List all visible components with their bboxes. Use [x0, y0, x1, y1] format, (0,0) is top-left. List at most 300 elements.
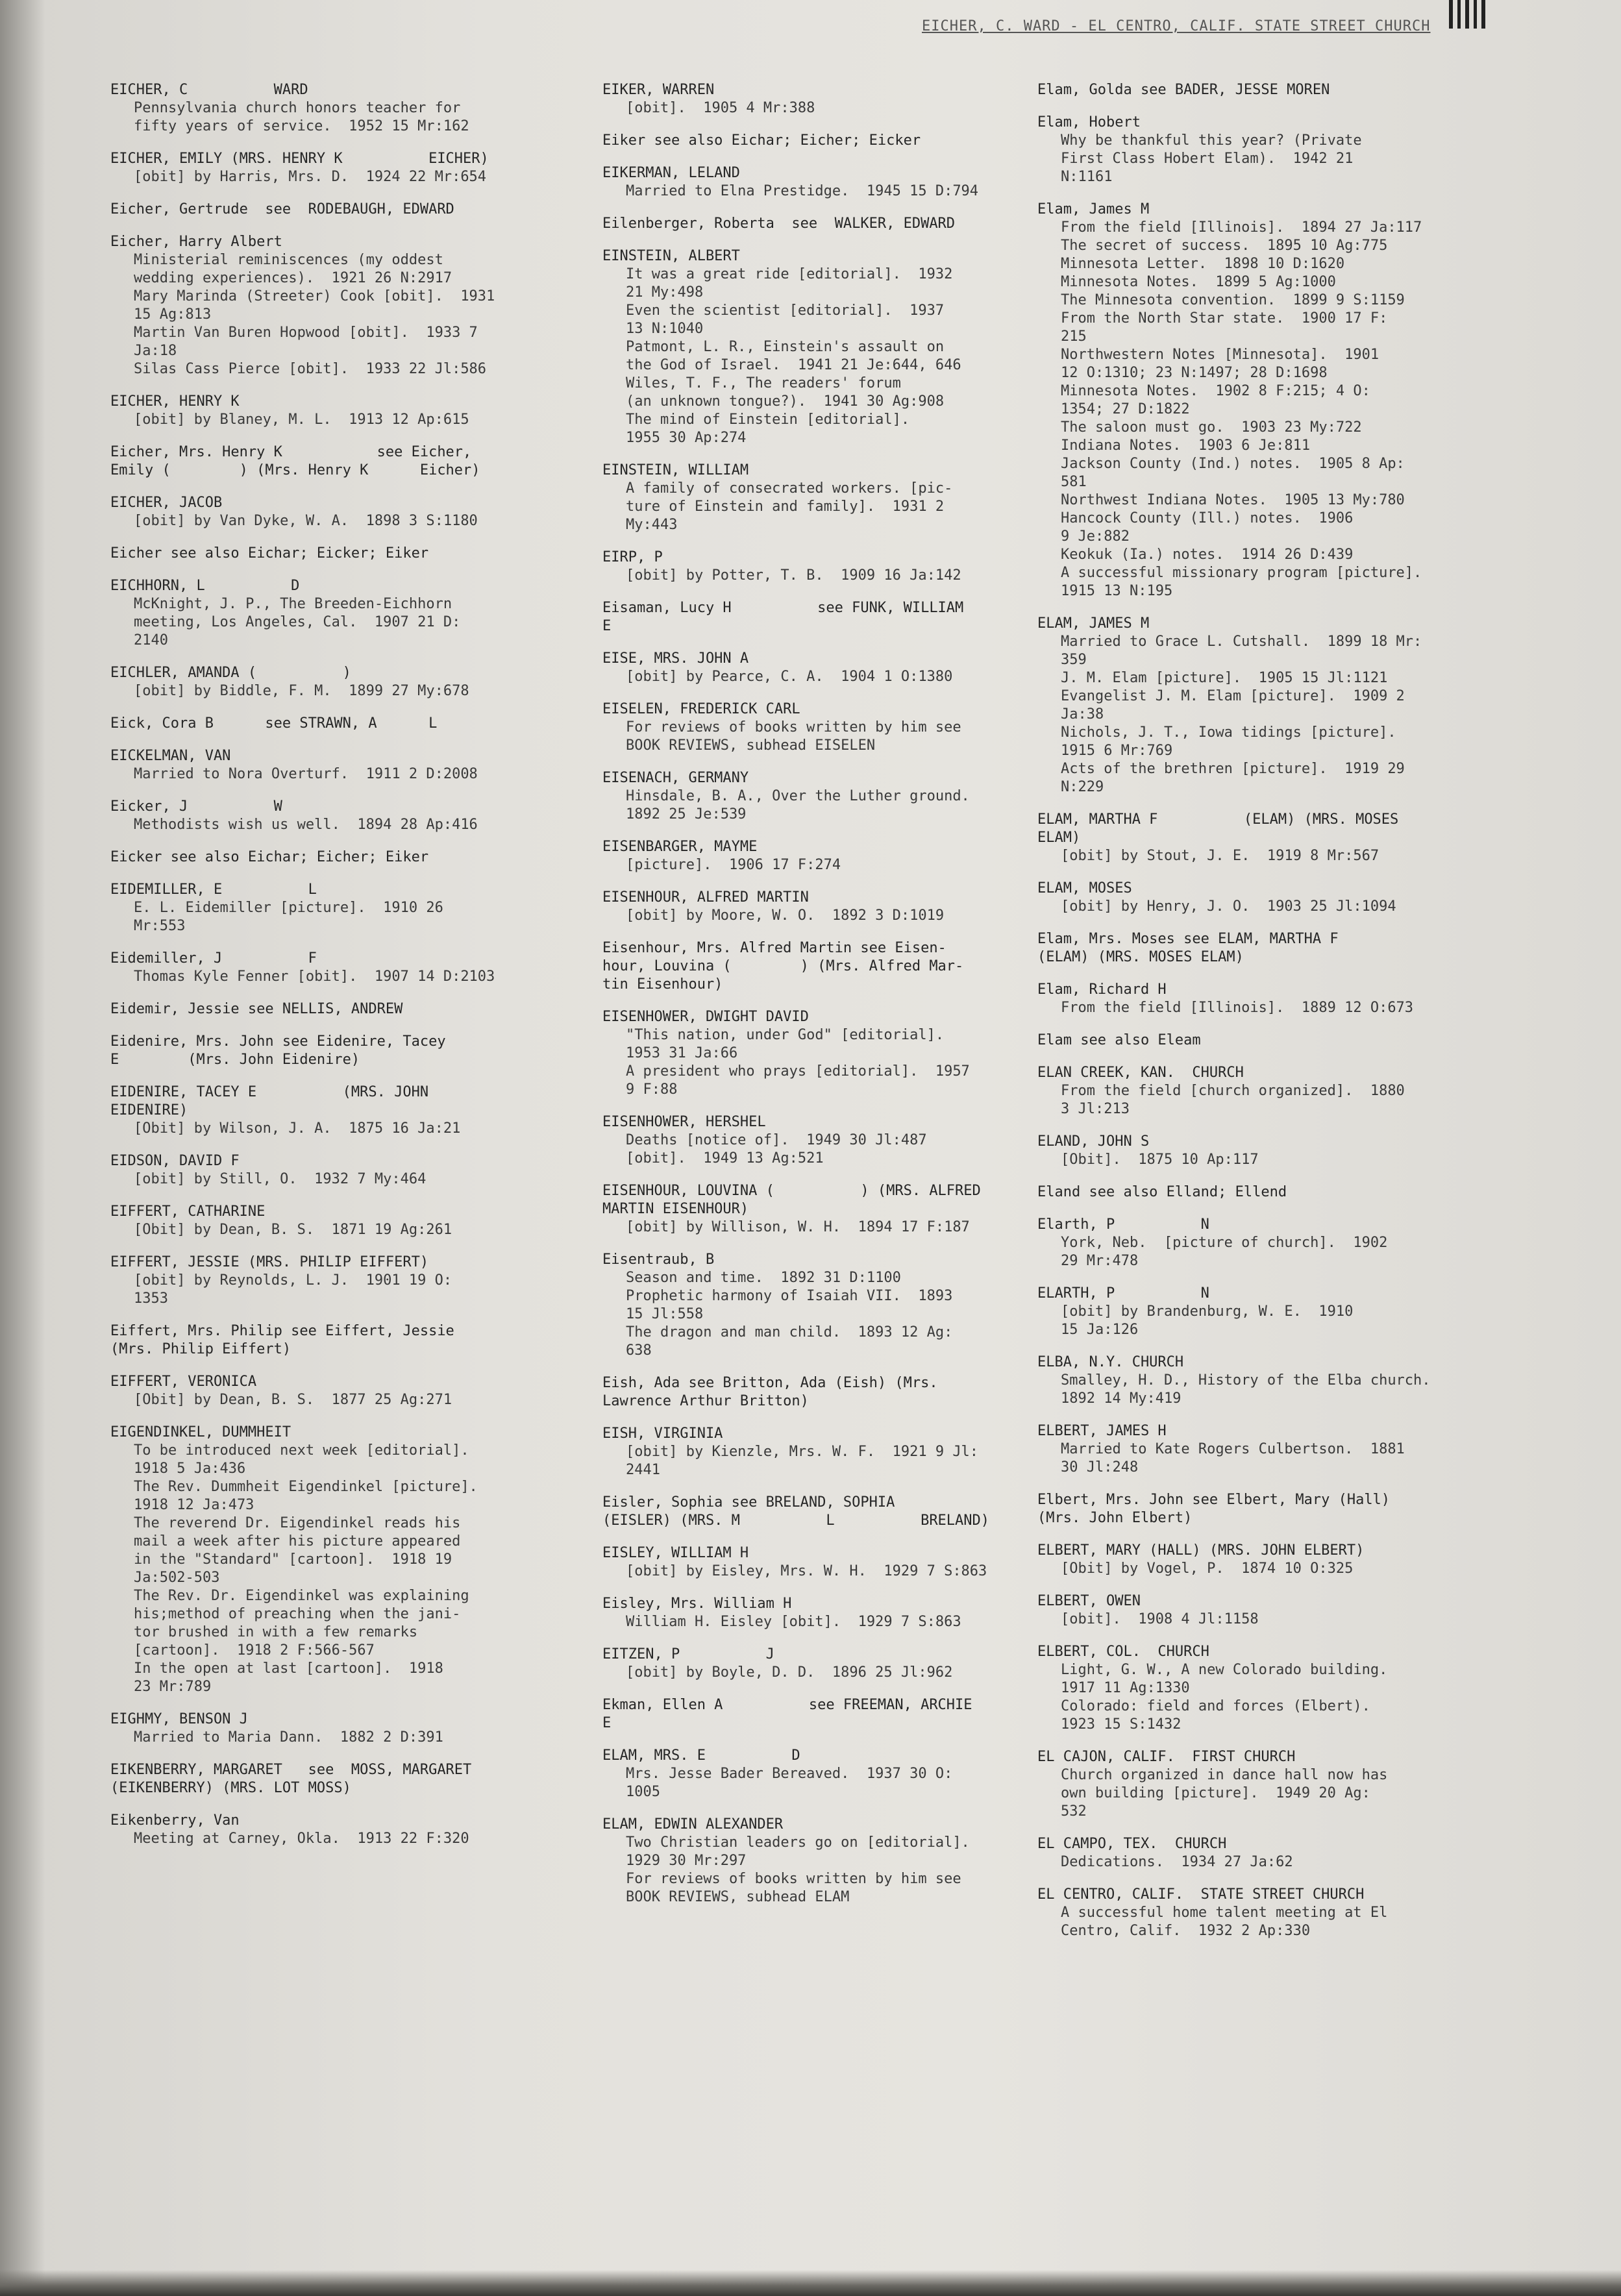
entry-citation: 30 Jl:248	[1061, 1459, 1139, 1475]
entry-citation: The Rev. Dr. Eigendinkel was explaining	[134, 1588, 469, 1604]
index-entry	[1037, 201, 1492, 600]
index-entry	[1037, 1031, 1492, 1050]
index-entry	[1037, 81, 1492, 99]
entry-heading: EIFFERT, VERONICA	[110, 1374, 257, 1390]
index-entry	[602, 1816, 1057, 1907]
entry-heading: Eisley, Mrs. William H	[602, 1596, 792, 1612]
entry-citation: Married to Maria Dann. 1882 2 D:391	[134, 1729, 443, 1746]
index-entry	[602, 650, 1057, 686]
entry-heading: ELAM, MRS. E D	[602, 1747, 800, 1764]
page-tab-marks	[1449, 0, 1485, 31]
entry-heading: EIKER, WARREN	[602, 82, 715, 98]
entry-citation: Ja:38	[1061, 706, 1104, 722]
index-column-1	[110, 81, 565, 1862]
entry-citation: 15 Ja:126	[1061, 1322, 1139, 1338]
entry-citation: N:1161	[1061, 169, 1113, 185]
entry-heading: Eisentraub, B	[602, 1252, 715, 1268]
entry-heading: EIGHMY, BENSON J	[110, 1711, 248, 1727]
index-entry	[602, 1425, 1057, 1479]
entry-citation: [Obit] by Dean, B. S. 1877 25 Ag:271	[134, 1392, 452, 1408]
index-entry	[1037, 1285, 1492, 1339]
entry-heading: ELAN CREEK, KAN. CHURCH	[1037, 1065, 1244, 1081]
entry-citation: [Obit] by Dean, B. S. 1871 19 Ag:261	[134, 1222, 452, 1238]
entry-citation: Martin Van Buren Hopwood [obit]. 1933 7	[134, 325, 478, 341]
index-entry	[110, 393, 565, 429]
entry-heading: EIDENIRE, TACEY E (MRS. JOHN EIDENIRE)	[110, 1084, 429, 1118]
entry-citation: From the field [church organized]. 1880	[1061, 1083, 1405, 1099]
entry-citation: Wiles, T. F., The readers' forum	[626, 375, 901, 391]
entry-citation: A successful home talent meeting at El	[1061, 1905, 1388, 1921]
entry-heading: EISE, MRS. JOHN A	[602, 650, 749, 667]
index-entry	[1037, 930, 1492, 967]
index-entry	[602, 164, 1057, 201]
entry-heading: Eicker see also Eichar; Eicher; Eiker	[110, 849, 429, 865]
entry-citation: 1929 30 Mr:297	[626, 1853, 747, 1869]
index-entry	[1037, 1643, 1492, 1734]
entry-citation: 15 Jl:558	[626, 1306, 704, 1322]
entry-citation: [obit]. 1905 4 Mr:388	[626, 100, 815, 116]
running-head-text: EICHER, C. WARD - EL CENTRO, CALIF. STATE STREET CHURCH	[922, 18, 1431, 34]
index-column-2	[602, 81, 1057, 1921]
entry-citation: [obit] by Kienzle, Mrs. W. F. 1921 9 Jl:	[626, 1444, 979, 1460]
entry-heading: EINSTEIN, ALBERT	[602, 248, 740, 264]
entry-citation: [obit] by Brandenburg, W. E. 1910	[1061, 1303, 1354, 1320]
entry-citation: [obit]. 1908 4 Jl:1158	[1061, 1611, 1259, 1627]
entry-citation: Methodists wish us well. 1894 28 Ap:416	[134, 817, 478, 833]
entry-citation: [Obit] by Vogel, P. 1874 10 O:325	[1061, 1561, 1354, 1577]
index-entry	[602, 1544, 1057, 1581]
entry-citation: 21 My:498	[626, 284, 704, 301]
entry-citation: 2140	[134, 632, 168, 648]
entry-citation: the God of Israel. 1941 21 Je:644, 646	[626, 357, 961, 373]
index-entry	[110, 150, 565, 186]
index-entry	[602, 769, 1057, 824]
entry-citation: Evangelist J. M. Elam [picture]. 1909 2	[1061, 688, 1405, 704]
entry-citation: own building [picture]. 1949 20 Ag:	[1061, 1785, 1370, 1801]
entry-citation: Married to Grace L. Cutshall. 1899 18 Mr:	[1061, 634, 1422, 650]
entry-citation: BOOK REVIEWS, subhead EISELEN	[626, 737, 876, 754]
entry-citation: Why be thankful this year? (Private	[1061, 132, 1362, 149]
entry-citation: meeting, Los Angeles, Cal. 1907 21 D:	[134, 614, 461, 630]
entry-citation: The reverend Dr. Eigendinkel reads his	[134, 1515, 461, 1531]
index-entry	[110, 1322, 565, 1359]
index-entry	[1037, 1886, 1492, 1940]
entry-heading: EIFFERT, JESSIE (MRS. PHILIP EIFFERT)	[110, 1254, 429, 1270]
entry-heading: EIDSON, DAVID F	[110, 1153, 240, 1169]
entry-citation: McKnight, J. P., The Breeden-Eichhorn	[134, 596, 452, 612]
entry-citation: Pennsylvania church honors teacher for	[134, 100, 461, 116]
index-entry	[1037, 1491, 1492, 1527]
entry-heading: Eiffert, Mrs. Philip see Eiffert, Jessie (Mrs. Philip Eiffert)	[110, 1323, 454, 1357]
entry-heading: Eicker, J W	[110, 798, 282, 815]
entry-heading: ELBERT, MARY (HALL) (MRS. JOHN ELBERT)	[1037, 1542, 1365, 1559]
index-entry	[110, 1373, 565, 1409]
entry-citation: 29 Mr:478	[1061, 1253, 1139, 1269]
index-entry	[1037, 1133, 1492, 1169]
index-entry	[110, 747, 565, 784]
entry-citation: 1918 5 Ja:436	[134, 1461, 246, 1477]
entry-heading: EISENHOWER, HERSHEL	[602, 1114, 766, 1130]
entry-citation: 1353	[134, 1290, 168, 1307]
entry-heading: EICHER, HENRY K	[110, 393, 240, 410]
index-entry	[110, 233, 565, 378]
entry-citation: Northwestern Notes [Minnesota]. 1901	[1061, 347, 1380, 363]
entry-citation: tor brushed in with a few remarks	[134, 1624, 418, 1640]
entry-citation: Acts of the brethren [picture]. 1919 29	[1061, 761, 1405, 777]
index-entry	[110, 881, 565, 935]
index-entry	[110, 1000, 565, 1018]
entry-citation: Light, G. W., A new Colorado building.	[1061, 1662, 1388, 1678]
entry-heading: Eicher see also Eichar; Eicker; Eiker	[110, 545, 429, 562]
entry-citation: 1918 12 Ja:473	[134, 1497, 254, 1513]
entry-citation: Centro, Calif. 1932 2 Ap:330	[1061, 1923, 1311, 1939]
index-entry	[110, 545, 565, 563]
entry-citation: Church organized in dance hall now has	[1061, 1767, 1388, 1783]
entry-citation: [obit] by Boyle, D. D. 1896 25 Jl:962	[626, 1664, 953, 1681]
entry-heading: Eicher, Mrs. Henry K see Eicher, Emily ( ) (Mrs. Henry K Eicher)	[110, 444, 480, 478]
entry-citation: York, Neb. [picture of church]. 1902	[1061, 1235, 1388, 1251]
entry-heading: Ekman, Ellen A see FREEMAN, ARCHIE E	[602, 1697, 972, 1731]
index-entry	[1037, 880, 1492, 916]
entry-citation: Northwest Indiana Notes. 1905 13 My:780	[1061, 492, 1405, 508]
entry-heading: EICHER, JACOB	[110, 495, 223, 511]
entry-citation: My:443	[626, 517, 678, 533]
entry-citation: [obit] by Reynolds, L. J. 1901 19 O:	[134, 1272, 452, 1289]
entry-citation: It was a great ride [editorial]. 1932	[626, 266, 953, 282]
entry-citation: Prophetic harmony of Isaiah VII. 1893	[626, 1288, 953, 1304]
index-entry	[602, 549, 1057, 585]
entry-citation: 12 O:1310; 23 N:1497; 28 D:1698	[1061, 365, 1328, 381]
entry-heading: ELBERT, OWEN	[1037, 1593, 1141, 1609]
index-entry	[110, 443, 565, 480]
entry-citation: Ja:502-503	[134, 1570, 220, 1586]
entry-heading: ELARTH, P N	[1037, 1285, 1209, 1302]
entry-citation: BOOK REVIEWS, subhead ELAM	[626, 1889, 850, 1905]
entry-heading: Elam see also Eleam	[1037, 1032, 1201, 1048]
entry-heading: Eisaman, Lucy H see FUNK, WILLIAM E	[602, 600, 964, 634]
entry-heading: Elam, Richard H	[1037, 981, 1167, 998]
entry-citation: Ja:18	[134, 343, 177, 359]
index-entry	[110, 201, 565, 219]
entry-heading: EICHLER, AMANDA ( )	[110, 665, 351, 681]
entry-heading: ELAM, EDWIN ALEXANDER	[602, 1816, 784, 1833]
entry-citation: The mind of Einstein [editorial].	[626, 412, 910, 428]
entry-citation: 9 F:88	[626, 1081, 678, 1098]
index-entry	[110, 1812, 565, 1848]
entry-heading: EIFFERT, CATHARINE	[110, 1204, 266, 1220]
entry-citation: [obit] by Stout, J. E. 1919 8 Mr:567	[1061, 848, 1380, 864]
entry-heading: EL CAMPO, TEX. CHURCH	[1037, 1836, 1227, 1852]
entry-citation: Two Christian leaders go on [editorial].	[626, 1834, 970, 1851]
entry-citation: Nichols, J. T., Iowa tidings [picture].	[1061, 724, 1396, 741]
index-entry	[602, 247, 1057, 447]
entry-citation: [obit]. 1949 13 Ag:521	[626, 1150, 824, 1167]
entry-citation: [obit] by Biddle, F. M. 1899 27 My:678	[134, 683, 469, 699]
index-entry	[602, 1113, 1057, 1168]
entry-heading: EL CAJON, CALIF. FIRST CHURCH	[1037, 1749, 1296, 1765]
entry-heading: EISENHOUR, ALFRED MARTIN	[602, 889, 809, 906]
entry-heading: Eick, Cora B see STRAWN, A L	[110, 715, 438, 732]
index-entry	[1037, 1422, 1492, 1477]
index-entry	[602, 939, 1057, 994]
entry-citation: Mrs. Jesse Bader Bereaved. 1937 30 O:	[626, 1766, 953, 1782]
entry-citation: Keokuk (Ia.) notes. 1914 26 D:439	[1061, 547, 1354, 563]
entry-citation: 9 Je:882	[1061, 528, 1130, 545]
index-entry	[110, 81, 565, 136]
entry-heading: ELAND, JOHN S	[1037, 1133, 1150, 1150]
entry-heading: ELBERT, COL. CHURCH	[1037, 1644, 1209, 1660]
entry-citation: Dedications. 1934 27 Ja:62	[1061, 1854, 1293, 1870]
entry-citation: To be introduced next week [editorial].	[134, 1442, 469, 1459]
entry-citation: Patmont, L. R., Einstein's assault on	[626, 339, 945, 355]
entry-citation: 3 Jl:213	[1061, 1101, 1130, 1117]
index-entry	[602, 1646, 1057, 1682]
index-entry	[110, 1424, 565, 1696]
entry-citation: Minnesota Notes. 1902 8 F:215; 4 O:	[1061, 383, 1370, 399]
entry-citation: In the open at last [cartoon]. 1918	[134, 1660, 443, 1677]
entry-heading: Eisler, Sophia see BRELAND, SOPHIA (EISLER) (MRS. M L BRELAND)	[602, 1494, 990, 1529]
entry-citation: William H. Eisley [obit]. 1929 7 S:863	[626, 1614, 961, 1630]
entry-citation: wedding experiences). 1921 26 N:2917	[134, 270, 452, 286]
entry-citation: 1923 15 S:1432	[1061, 1716, 1182, 1733]
running-head	[922, 18, 1493, 44]
entry-citation: Minnesota Notes. 1899 5 Ag:1000	[1061, 274, 1336, 290]
entry-citation: Married to Kate Rogers Culbertson. 1881	[1061, 1441, 1405, 1457]
index-entry	[602, 1696, 1057, 1733]
index-entry	[602, 462, 1057, 534]
entry-citation: his;method of preaching when the jani-	[134, 1606, 461, 1622]
entry-citation: 215	[1061, 328, 1087, 345]
entry-heading: EISELEN, FREDERICK CARL	[602, 701, 800, 717]
entry-citation: From the field [Illinois]. 1894 27 Ja:117	[1061, 219, 1422, 236]
entry-citation: 1892 25 Je:539	[626, 806, 747, 822]
entry-heading: ELAM, MARTHA F (ELAM) (MRS. MOSES ELAM)	[1037, 811, 1399, 846]
index-entry	[110, 1761, 565, 1797]
entry-citation: For reviews of books written by him see	[626, 719, 961, 735]
entry-citation: mail a week after his picture appeared	[134, 1533, 461, 1549]
entry-citation: ture of Einstein and family]. 1931 2	[626, 499, 945, 515]
entry-heading: Elam, Hobert	[1037, 114, 1141, 130]
entry-citation: (an unknown tongue?). 1941 30 Ag:908	[626, 393, 945, 410]
entry-heading: Eicher, Gertrude see RODEBAUGH, EDWARD	[110, 201, 454, 217]
entry-citation: A president who prays [editorial]. 1957	[626, 1063, 970, 1080]
entry-citation: Silas Cass Pierce [obit]. 1933 22 Jl:586	[134, 361, 487, 377]
entry-heading: Eisenhour, Mrs. Alfred Martin see Eisen- hour, Louvina ( ) (Mrs. Alfred Mar- tin Eisenhour)	[602, 940, 964, 993]
index-entry	[602, 838, 1057, 874]
index-entry	[602, 1251, 1057, 1360]
entry-citation: [obit] by Blaney, M. L. 1913 12 Ap:615	[134, 412, 469, 428]
index-entry	[602, 81, 1057, 117]
entry-citation: in the "Standard" [cartoon]. 1918 19	[134, 1551, 452, 1568]
entry-citation: 1955 30 Ap:274	[626, 430, 747, 446]
entry-heading: Eicher, Harry Albert	[110, 234, 282, 250]
entry-citation: [obit] by Van Dyke, W. A. 1898 3 S:1180	[134, 513, 478, 529]
entry-citation: 2441	[626, 1462, 660, 1478]
index-entry	[602, 132, 1057, 150]
entry-citation: Married to Nora Overturf. 1911 2 D:2008	[134, 766, 478, 782]
entry-citation: 1915 6 Mr:769	[1061, 743, 1173, 759]
entry-heading: Eland see also Elland; Ellend	[1037, 1184, 1287, 1200]
entry-heading: Eidenire, Mrs. John see Eidenire, Tacey E (Mrs. John Eidenire)	[110, 1033, 446, 1068]
index-entry	[602, 1374, 1057, 1411]
entry-heading: EIKENBERRY, MARGARET see MOSS, MARGARET (EIKENBERRY) (MRS. LOT MOSS)	[110, 1762, 472, 1796]
index-entry	[110, 848, 565, 867]
entry-citation: [obit] by Henry, J. O. 1903 25 Jl:1094	[1061, 898, 1396, 915]
index-entry	[110, 1203, 565, 1239]
entry-heading: EISENBARGER, MAYME	[602, 839, 758, 855]
index-entry	[1037, 1183, 1492, 1202]
entry-citation: The Rev. Dummheit Eigendinkel [picture].	[134, 1479, 478, 1495]
index-entry	[1037, 1542, 1492, 1578]
index-entry	[110, 715, 565, 733]
entry-heading: EINSTEIN, WILLIAM	[602, 462, 749, 478]
entry-citation: 1953 31 Ja:66	[626, 1045, 738, 1061]
index-entry	[110, 1033, 565, 1069]
index-column-3	[1037, 81, 1492, 1955]
entry-citation: The saloon must go. 1903 23 My:722	[1061, 419, 1362, 436]
entry-citation: Hancock County (Ill.) notes. 1906	[1061, 510, 1354, 526]
entry-citation: From the North Star state. 1900 17 F:	[1061, 310, 1388, 327]
entry-heading: Eilenberger, Roberta see WALKER, EDWARD	[602, 216, 956, 232]
page-bottom-edge	[0, 2270, 1621, 2296]
entry-citation: 13 N:1040	[626, 321, 704, 337]
entry-citation: A family of consecrated workers. [pic-	[626, 480, 953, 497]
entry-heading: ELAM, JAMES M	[1037, 615, 1150, 632]
entry-citation: Mr:553	[134, 918, 186, 934]
index-entry	[1037, 1835, 1492, 1871]
entry-citation: The dragon and man child. 1893 12 Ag:	[626, 1324, 953, 1340]
entry-heading: ELBERT, JAMES H	[1037, 1423, 1167, 1439]
entry-citation: Even the scientist [editorial]. 1937	[626, 302, 945, 319]
index-entry	[1037, 114, 1492, 186]
entry-citation: fifty years of service. 1952 15 Mr:162	[134, 118, 469, 134]
entry-citation: [cartoon]. 1918 2 F:566-567	[134, 1642, 375, 1659]
entry-citation: Colorado: field and forces (Elbert).	[1061, 1698, 1370, 1714]
entry-heading: Elam, Mrs. Moses see ELAM, MARTHA F (ELAM) (MRS. MOSES ELAM)	[1037, 931, 1339, 965]
index-entry	[110, 1083, 565, 1138]
entry-heading: Elbert, Mrs. John see Elbert, Mary (Hall) (Mrs. John Elbert)	[1037, 1492, 1391, 1526]
entry-citation: Indiana Notes. 1903 6 Je:811	[1061, 438, 1311, 454]
entry-heading: EIRP, P	[602, 549, 663, 565]
entry-heading: EISENACH, GERMANY	[602, 770, 749, 786]
entry-heading: EIDEMILLER, E L	[110, 882, 317, 898]
entry-citation: Smalley, H. D., History of the Elba church.	[1061, 1372, 1431, 1389]
entry-citation: Jackson County (Ind.) notes. 1905 8 Ap:	[1061, 456, 1405, 472]
entry-citation: 1892 14 My:419	[1061, 1390, 1182, 1407]
index-entry	[110, 1710, 565, 1747]
entry-citation: 532	[1061, 1803, 1087, 1820]
entry-citation: E. L. Eidemiller [picture]. 1910 26	[134, 900, 443, 916]
entry-heading: EL CENTRO, CALIF. STATE STREET CHURCH	[1037, 1886, 1365, 1903]
entry-heading: EISLEY, WILLIAM H	[602, 1545, 749, 1561]
index-entry	[602, 1182, 1057, 1237]
entry-citation: N:229	[1061, 779, 1104, 795]
index-entry	[110, 1253, 565, 1308]
index-entry	[602, 1747, 1057, 1801]
entry-heading: Elarth, P N	[1037, 1216, 1209, 1233]
index-entry	[110, 950, 565, 986]
entry-heading: ELBA, N.Y. CHURCH	[1037, 1354, 1184, 1370]
entry-heading: EICHER, C WARD	[110, 82, 308, 98]
entry-citation: Meeting at Carney, Okla. 1913 22 F:320	[134, 1831, 469, 1847]
entry-citation: Mary Marinda (Streeter) Cook [obit]. 1931	[134, 288, 495, 304]
entry-citation: [obit] by Harris, Mrs. D. 1924 22 Mr:654	[134, 169, 487, 185]
entry-heading: Elam, James M	[1037, 201, 1150, 217]
entry-citation: Minnesota Letter. 1898 10 D:1620	[1061, 256, 1345, 272]
entry-citation: For reviews of books written by him see	[626, 1871, 961, 1887]
index-entry	[1037, 1216, 1492, 1270]
entry-heading: EISENHOUR, LOUVINA ( ) (MRS. ALFRED MARTIN EISENHOUR)	[602, 1183, 981, 1217]
entry-heading: EICHHORN, L D	[110, 578, 300, 594]
entry-citation: Season and time. 1892 31 D:1100	[626, 1270, 901, 1286]
index-entry	[1037, 1064, 1492, 1118]
index-entry	[1037, 981, 1492, 1017]
index-entry	[602, 1494, 1057, 1530]
entry-citation: [obit] by Pearce, C. A. 1904 1 O:1380	[626, 669, 953, 685]
entry-citation: [Obit] by Wilson, J. A. 1875 16 Ja:21	[134, 1120, 461, 1137]
index-entry	[602, 599, 1057, 636]
index-entry	[110, 798, 565, 834]
entry-citation: The secret of success. 1895 10 Ag:775	[1061, 238, 1388, 254]
book-spine-shadow	[0, 0, 45, 2296]
index-entry	[110, 494, 565, 530]
entry-citation: [obit] by Eisley, Mrs. W. H. 1929 7 S:863	[626, 1563, 987, 1579]
entry-citation: 1005	[626, 1784, 660, 1800]
entry-citation: [obit] by Still, O. 1932 7 My:464	[134, 1171, 427, 1187]
entry-heading: Eiker see also Eichar; Eicher; Eicker	[602, 132, 921, 149]
index-entry	[602, 889, 1057, 925]
entry-heading: Eikenberry, Van	[110, 1812, 240, 1829]
entry-heading: EICHER, EMILY (MRS. HENRY K EICHER)	[110, 151, 489, 167]
entry-heading: EIKERMAN, LELAND	[602, 165, 740, 181]
entry-citation: Married to Elna Prestidge. 1945 15 D:794	[626, 183, 979, 199]
index-entry	[110, 664, 565, 700]
index-entry	[602, 1008, 1057, 1099]
entry-citation: [obit] by Willison, W. H. 1894 17 F:187	[626, 1219, 970, 1235]
entry-citation: J. M. Elam [picture]. 1905 15 Jl:1121	[1061, 670, 1388, 686]
entry-heading: EISH, VIRGINIA	[602, 1426, 723, 1442]
entry-heading: Eidemiller, J F	[110, 950, 317, 967]
entry-citation: 15 Ag:813	[134, 306, 212, 323]
entry-citation: Ministerial reminiscences (my oddest	[134, 252, 443, 268]
entry-citation: [Obit]. 1875 10 Ap:117	[1061, 1152, 1259, 1168]
entry-citation: Thomas Kyle Fenner [obit]. 1907 14 D:2103	[134, 969, 495, 985]
index-entry	[110, 1152, 565, 1189]
entry-citation: [obit] by Potter, T. B. 1909 16 Ja:142	[626, 567, 961, 584]
index-entry	[602, 215, 1057, 233]
entry-heading: Elam, Golda see BADER, JESSE MOREN	[1037, 82, 1330, 98]
entry-heading: EICKELMAN, VAN	[110, 748, 231, 764]
entry-heading: Eidemir, Jessie see NELLIS, ANDREW	[110, 1001, 403, 1017]
entry-citation: A successful missionary program [picture].	[1061, 565, 1422, 581]
entry-citation: Hinsdale, B. A., Over the Luther ground.	[626, 788, 970, 804]
entry-citation: First Class Hobert Elam). 1942 21	[1061, 151, 1354, 167]
entry-heading: EITZEN, P J	[602, 1646, 774, 1662]
entry-citation: 581	[1061, 474, 1087, 490]
entry-heading: EISENHOWER, DWIGHT DAVID	[602, 1009, 809, 1025]
entry-citation: 1917 11 Ag:1330	[1061, 1680, 1190, 1696]
entry-citation: From the field [Illinois]. 1889 12 O:673	[1061, 1000, 1414, 1016]
entry-citation: The Minnesota convention. 1899 9 S:1159	[1061, 292, 1405, 308]
index-entry	[1037, 615, 1492, 796]
index-entry	[1037, 1592, 1492, 1629]
index-entry	[1037, 811, 1492, 865]
entry-citation: 638	[626, 1342, 652, 1359]
entry-citation: 359	[1061, 652, 1087, 668]
entry-citation: "This nation, under God" [editorial].	[626, 1027, 945, 1043]
entry-citation: [obit] by Moore, W. O. 1892 3 D:1019	[626, 907, 945, 924]
entry-citation: 23 Mr:789	[134, 1679, 212, 1695]
